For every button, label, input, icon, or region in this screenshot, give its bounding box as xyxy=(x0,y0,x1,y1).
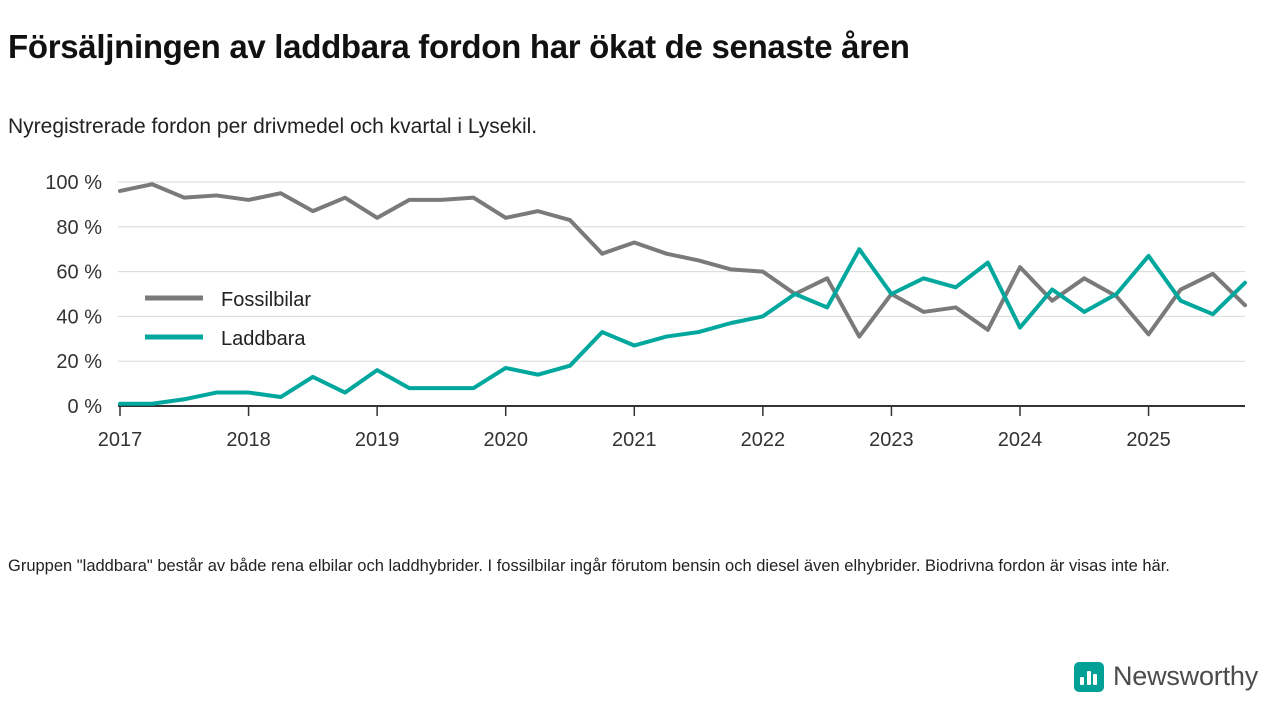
legend-label-fossilbilar: Fossilbilar xyxy=(221,289,312,311)
x-axis-tick-label: 2019 xyxy=(354,429,400,451)
x-axis-tick-label: 2021 xyxy=(612,429,657,451)
x-axis-tick-label: 2022 xyxy=(740,429,786,451)
x-axis-tick-label: 2024 xyxy=(997,429,1043,451)
brand-logo xyxy=(1074,661,1258,692)
x-axis-tick-label: 2017 xyxy=(97,429,143,451)
x-axis-tick-label: 2018 xyxy=(226,429,271,451)
y-axis-tick-label: 20 % xyxy=(56,351,102,374)
y-axis-tick-label: 0 % xyxy=(67,396,102,418)
x-axis-tick-label: 2020 xyxy=(483,429,528,451)
x-axis-tick-label: 2025 xyxy=(1126,429,1171,451)
x-axis-tick-label: 2023 xyxy=(869,429,914,451)
brand-name: Newsworthy xyxy=(1112,661,1258,691)
chart-svg xyxy=(0,168,1280,518)
page-title: Försäljningen av laddbara fordon har ökat de senaste åren xyxy=(8,28,910,65)
y-axis-tick-label: 40 % xyxy=(56,306,102,329)
chart-subtitle: Nyregistrerade fordon per drivmedel och kvartal i Lysekil. xyxy=(8,115,538,138)
y-axis-tick-label: 60 % xyxy=(56,261,102,284)
line-chart xyxy=(0,168,1280,518)
chart-footnote: Gruppen "laddbara" består av både rena elbilar och laddhybrider. I fossilbilar ingår förutom bensin och diesel även elhybrider. Biodrivna fordon är visas inte här. xyxy=(8,557,1170,575)
legend-label-laddbara: Laddbara xyxy=(221,328,306,350)
y-axis-tick-label: 100 % xyxy=(45,172,102,194)
series-line-fossilbilar xyxy=(120,184,1245,336)
y-axis-tick-label: 80 % xyxy=(56,216,102,239)
bar-chart-icon xyxy=(1074,662,1104,692)
series-line-laddbara xyxy=(120,249,1245,404)
